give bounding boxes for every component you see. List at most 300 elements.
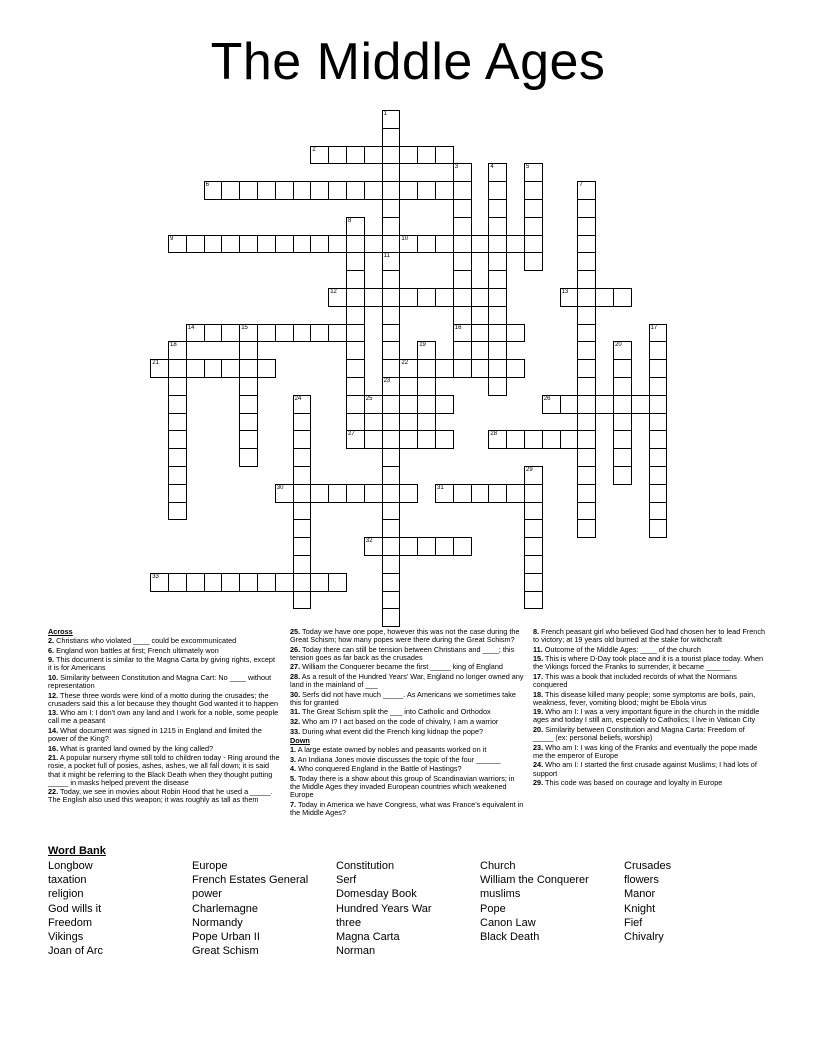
crossword-cell[interactable]	[649, 413, 668, 432]
clue-text: Who am I: I don't own any land and I work for a noble, some people call me a peasant	[48, 708, 279, 726]
crossword-cell[interactable]	[257, 235, 276, 254]
crossword-cell[interactable]	[417, 395, 436, 414]
crossword-cell[interactable]	[506, 324, 525, 343]
crossword-cell[interactable]	[364, 430, 383, 449]
crossword-cell[interactable]	[204, 573, 223, 592]
crossword-cell[interactable]	[435, 430, 454, 449]
crossword-cell[interactable]	[453, 341, 472, 360]
crossword-cell[interactable]	[275, 484, 294, 503]
crossword-cell[interactable]	[382, 413, 401, 432]
crossword-cell[interactable]	[186, 573, 205, 592]
crossword-cell[interactable]	[186, 359, 205, 378]
crossword-cell[interactable]	[488, 270, 507, 289]
crossword-cell[interactable]	[577, 430, 596, 449]
crossword-cell[interactable]	[275, 235, 294, 254]
crossword-cell[interactable]	[221, 181, 240, 200]
crossword-cell[interactable]	[204, 324, 223, 343]
crossword-cell[interactable]	[524, 430, 543, 449]
crossword-cell[interactable]	[239, 359, 258, 378]
crossword-cell[interactable]	[239, 573, 258, 592]
crossword-cell[interactable]	[364, 146, 383, 165]
crossword-cell[interactable]	[435, 484, 454, 503]
crossword-cell[interactable]	[524, 181, 543, 200]
crossword-cell[interactable]	[382, 199, 401, 218]
crossword-cell[interactable]	[328, 288, 347, 307]
crossword-cell[interactable]	[310, 324, 329, 343]
crossword-cell[interactable]	[275, 324, 294, 343]
clue-text: Who am I: I started the first crusade against Muslims; I had lots of support	[533, 760, 757, 778]
crossword-cell[interactable]	[595, 395, 614, 414]
crossword-cell[interactable]	[364, 484, 383, 503]
crossword-cell[interactable]	[168, 502, 187, 521]
crossword-cell[interactable]	[364, 395, 383, 414]
crossword-cell[interactable]	[346, 341, 365, 360]
clue-number: 28.	[290, 671, 301, 681]
crossword-cell[interactable]	[382, 217, 401, 236]
crossword-cell[interactable]	[168, 395, 187, 414]
crossword-cell[interactable]	[168, 573, 187, 592]
clue-number: 22.	[48, 787, 59, 797]
crossword-cell[interactable]	[346, 217, 365, 236]
crossword-cell[interactable]	[524, 466, 543, 485]
crossword-cell[interactable]	[221, 235, 240, 254]
clue-text: This document is similar to the Magna Carta by giving rights, except it is for Americans	[48, 655, 275, 673]
crossword-cell[interactable]	[399, 484, 418, 503]
clue-number: 13	[561, 289, 569, 295]
crossword-cell[interactable]	[649, 359, 668, 378]
crossword-cell[interactable]	[364, 537, 383, 556]
crossword-cell[interactable]	[560, 288, 579, 307]
crossword-cell[interactable]	[649, 484, 668, 503]
crossword-cell[interactable]	[577, 235, 596, 254]
crossword-cell[interactable]	[364, 181, 383, 200]
crossword-cell[interactable]	[328, 484, 347, 503]
crossword-cell[interactable]	[168, 359, 187, 378]
crossword-cell[interactable]	[168, 341, 187, 360]
crossword-cell[interactable]	[382, 537, 401, 556]
crossword-cell[interactable]	[488, 181, 507, 200]
clue-number: 13.	[48, 708, 59, 718]
crossword-cell[interactable]	[346, 413, 365, 432]
crossword-cell[interactable]	[613, 448, 632, 467]
crossword-cell[interactable]	[453, 270, 472, 289]
crossword-cell[interactable]	[293, 591, 312, 610]
crossword-cell[interactable]	[649, 502, 668, 521]
clue-text: What is granted land owned by the king called?	[58, 743, 214, 753]
crossword-cell[interactable]	[382, 484, 401, 503]
crossword-cell[interactable]	[382, 128, 401, 147]
crossword-cell[interactable]	[453, 306, 472, 325]
crossword-cell[interactable]	[382, 591, 401, 610]
clue-number: 23	[383, 378, 391, 384]
crossword-cell[interactable]	[524, 591, 543, 610]
crossword-cell[interactable]	[382, 377, 401, 396]
crossword-cell[interactable]	[346, 484, 365, 503]
crossword-cell[interactable]	[382, 395, 401, 414]
crossword-cell[interactable]	[310, 181, 329, 200]
crossword-cell[interactable]	[542, 430, 561, 449]
crossword-cell[interactable]	[417, 181, 436, 200]
crossword-cell[interactable]	[577, 377, 596, 396]
crossword-cell[interactable]	[649, 448, 668, 467]
crossword-cell[interactable]	[382, 146, 401, 165]
crossword-cell[interactable]	[399, 395, 418, 414]
clue-number: 18.	[533, 689, 544, 699]
crossword-cell[interactable]	[453, 181, 472, 200]
crossword-cell[interactable]	[310, 573, 329, 592]
crossword-cell[interactable]	[649, 341, 668, 360]
crossword-cell[interactable]	[453, 217, 472, 236]
clue-number: 22	[401, 360, 409, 367]
crossword-cell[interactable]	[417, 288, 436, 307]
clue	[48, 709, 280, 725]
crossword-cell[interactable]	[382, 359, 401, 378]
crossword-cell[interactable]	[488, 359, 507, 378]
crossword-cell[interactable]	[168, 377, 187, 396]
crossword-cell[interactable]	[524, 163, 543, 182]
crossword-cell[interactable]	[293, 519, 312, 538]
crossword-cell[interactable]	[275, 181, 294, 200]
crossword-cell[interactable]	[577, 341, 596, 360]
crossword-cell[interactable]	[257, 359, 276, 378]
crossword-cell[interactable]	[399, 288, 418, 307]
crossword-cell[interactable]	[524, 519, 543, 538]
crossword-cell[interactable]	[577, 502, 596, 521]
crossword-cell[interactable]	[293, 466, 312, 485]
crossword-cell[interactable]	[186, 324, 205, 343]
crossword-cell[interactable]	[346, 430, 365, 449]
crossword-cell[interactable]	[453, 359, 472, 378]
crossword-cell[interactable]	[577, 395, 596, 414]
crossword-cell[interactable]	[364, 288, 383, 307]
clue-number: 2.	[48, 636, 55, 646]
crossword-cell[interactable]	[310, 235, 329, 254]
crossword-cell[interactable]	[399, 430, 418, 449]
word-bank-item: Manor	[624, 888, 656, 901]
crossword-cell[interactable]	[293, 324, 312, 343]
crossword-cell[interactable]	[471, 359, 490, 378]
crossword-cell[interactable]	[488, 341, 507, 360]
clue-number: 5	[526, 164, 530, 171]
clue-text: During what event did the French king kidnap the pope?	[300, 726, 484, 736]
crossword-cell[interactable]	[293, 573, 312, 592]
crossword-cell[interactable]	[577, 484, 596, 503]
clues-column-2	[290, 628, 524, 818]
crossword-cell[interactable]	[382, 270, 401, 289]
crossword-cell[interactable]	[577, 270, 596, 289]
crossword-cell[interactable]	[293, 537, 312, 556]
word-bank-item: Great Schism	[192, 945, 259, 958]
crossword-cell[interactable]	[382, 502, 401, 521]
crossword-cell[interactable]	[506, 430, 525, 449]
clue	[48, 674, 280, 690]
crossword-cell[interactable]	[488, 306, 507, 325]
crossword-cell[interactable]	[310, 484, 329, 503]
crossword-cell[interactable]	[435, 395, 454, 414]
crossword-cell[interactable]	[150, 359, 169, 378]
clue-number: 20	[615, 342, 622, 349]
crossword-cell[interactable]	[488, 288, 507, 307]
clue-text: This disease killed many people; some symptoms are boils, pain, weakness, fever, vomiting blood; might be Ebola virus	[533, 689, 756, 707]
crossword-cell[interactable]	[613, 430, 632, 449]
crossword-cell[interactable]	[328, 573, 347, 592]
crossword-cell[interactable]	[649, 377, 668, 396]
crossword-cell[interactable]	[382, 519, 401, 538]
crossword-cell[interactable]	[577, 519, 596, 538]
crossword-cell[interactable]	[577, 359, 596, 378]
crossword-cell[interactable]	[239, 181, 258, 200]
crossword-cell[interactable]	[328, 146, 347, 165]
crossword-cell[interactable]	[435, 359, 454, 378]
crossword-cell[interactable]	[346, 235, 365, 254]
crossword-cell[interactable]	[488, 430, 507, 449]
clue-text: This was a book that included records of what the Normans conquered	[533, 671, 737, 690]
crossword-cell[interactable]	[364, 235, 383, 254]
crossword-cell[interactable]	[488, 217, 507, 236]
crossword-cell[interactable]	[435, 288, 454, 307]
crossword-cell[interactable]	[382, 306, 401, 325]
crossword-cell[interactable]	[382, 448, 401, 467]
crossword-cell[interactable]	[204, 359, 223, 378]
crossword-cell[interactable]	[239, 324, 258, 343]
crossword-cell[interactable]	[168, 484, 187, 503]
crossword-cell[interactable]	[257, 324, 276, 343]
crossword-cell[interactable]	[399, 146, 418, 165]
crossword-cell[interactable]	[577, 288, 596, 307]
crossword-cell[interactable]	[453, 537, 472, 556]
crossword-cell[interactable]	[382, 466, 401, 485]
crossword-cell[interactable]	[577, 252, 596, 271]
crossword-cell[interactable]	[453, 235, 472, 254]
crossword-cell[interactable]	[239, 377, 258, 396]
clue-number: 11	[383, 253, 390, 260]
crossword-cell[interactable]	[204, 235, 223, 254]
crossword-cell[interactable]	[595, 288, 614, 307]
crossword-cell[interactable]	[417, 341, 436, 360]
crossword-cell[interactable]	[346, 252, 365, 271]
clue-number: 24.	[533, 760, 544, 770]
crossword-cell[interactable]	[417, 359, 436, 378]
crossword-cell[interactable]	[649, 466, 668, 485]
crossword-cell[interactable]	[524, 199, 543, 218]
clue-text: A popular nursery rhyme still told to children today - Ring around the rosie, a pocket full of posies, ashes, ashes, we all fall down; it is said that it might be referring to the Black Death when they thought putting _____ in masks helped prevent the disease	[48, 753, 280, 787]
crossword-cell[interactable]	[577, 324, 596, 343]
crossword-cell[interactable]	[417, 413, 436, 432]
crossword-cell[interactable]	[524, 537, 543, 556]
crossword-cell[interactable]	[168, 430, 187, 449]
crossword-cell[interactable]	[524, 217, 543, 236]
crossword-cell[interactable]	[382, 324, 401, 343]
crossword-cell[interactable]	[649, 430, 668, 449]
crossword-cell[interactable]	[577, 466, 596, 485]
crossword-cell[interactable]	[346, 359, 365, 378]
crossword-cell[interactable]	[613, 359, 632, 378]
crossword-cell[interactable]	[524, 252, 543, 271]
crossword-cell[interactable]	[346, 288, 365, 307]
crossword-cell[interactable]	[649, 519, 668, 538]
crossword-cell[interactable]	[471, 324, 490, 343]
crossword-cell[interactable]	[488, 199, 507, 218]
crossword-cell[interactable]	[399, 181, 418, 200]
crossword-cell[interactable]	[168, 448, 187, 467]
crossword-cell[interactable]	[239, 341, 258, 360]
crossword-cell[interactable]	[382, 608, 401, 627]
crossword-cell[interactable]	[275, 573, 294, 592]
crossword-cell[interactable]	[168, 413, 187, 432]
crossword-cell[interactable]	[382, 341, 401, 360]
crossword-cell[interactable]	[293, 413, 312, 432]
crossword-cell[interactable]	[524, 484, 543, 503]
clue-number: 5.	[290, 774, 297, 783]
crossword-cell[interactable]	[293, 448, 312, 467]
crossword-cell[interactable]	[453, 324, 472, 343]
crossword-cell[interactable]	[293, 181, 312, 200]
crossword-cell[interactable]	[577, 217, 596, 236]
crossword-cell[interactable]	[204, 181, 223, 200]
crossword-cell[interactable]	[488, 324, 507, 343]
crossword-cell[interactable]	[293, 430, 312, 449]
crossword-cell[interactable]	[524, 235, 543, 254]
clue-number: 15	[241, 324, 248, 331]
crossword-cell[interactable]	[524, 555, 543, 574]
crossword-cell[interactable]	[293, 484, 312, 503]
word-bank-item: Normandy	[192, 916, 243, 929]
crossword-cell[interactable]	[453, 163, 472, 182]
clue-number: 10.	[48, 672, 59, 682]
crossword-cell[interactable]	[506, 359, 525, 378]
crossword-cell[interactable]	[257, 573, 276, 592]
crossword-cell[interactable]	[613, 413, 632, 432]
crossword-cell[interactable]	[435, 235, 454, 254]
crossword-cell[interactable]	[417, 430, 436, 449]
crossword-cell[interactable]	[239, 430, 258, 449]
crossword-cell[interactable]	[382, 288, 401, 307]
crossword-cell[interactable]	[613, 466, 632, 485]
crossword-cell[interactable]	[346, 146, 365, 165]
crossword-cell[interactable]	[257, 181, 276, 200]
crossword-cell[interactable]	[239, 413, 258, 432]
crossword-cell[interactable]	[649, 324, 668, 343]
crossword-cell[interactable]	[417, 377, 436, 396]
word-bank-item: power	[192, 888, 222, 901]
crossword-cell[interactable]	[417, 146, 436, 165]
crossword-cell[interactable]	[524, 573, 543, 592]
crossword-cell[interactable]	[435, 146, 454, 165]
crossword-cell[interactable]	[613, 288, 632, 307]
crossword-cell[interactable]	[346, 306, 365, 325]
crossword-cell[interactable]	[577, 448, 596, 467]
crossword-cell[interactable]	[221, 573, 240, 592]
crossword-cell[interactable]	[186, 235, 205, 254]
crossword-cell[interactable]	[150, 573, 169, 592]
crossword-cell[interactable]	[613, 341, 632, 360]
crossword-cell[interactable]	[577, 413, 596, 432]
crossword-cell[interactable]	[471, 235, 490, 254]
crossword-cell[interactable]	[560, 430, 579, 449]
crossword-cell[interactable]	[453, 199, 472, 218]
word-bank-item: Church	[480, 860, 516, 872]
crossword-cell[interactable]	[221, 324, 240, 343]
crossword-cell[interactable]	[471, 484, 490, 503]
crossword-cell[interactable]	[346, 270, 365, 289]
clue-text: Today we have one pope, however this was not the case during the Great Schism; how many popes were there during the Great Schism?	[290, 627, 520, 645]
crossword-cell[interactable]	[293, 555, 312, 574]
crossword-cell[interactable]	[328, 235, 347, 254]
crossword-cell[interactable]	[453, 288, 472, 307]
crossword-cell[interactable]	[382, 430, 401, 449]
crossword-cell[interactable]	[453, 484, 472, 503]
crossword-cell[interactable]	[382, 163, 401, 182]
crossword-cell[interactable]	[488, 252, 507, 271]
crossword-cell[interactable]	[399, 235, 418, 254]
crossword-cell[interactable]	[221, 359, 240, 378]
crossword-cell[interactable]	[488, 163, 507, 182]
crossword-cell[interactable]	[488, 377, 507, 396]
clue-text: England won battles at first; French ultimately won	[54, 645, 219, 655]
across-heading: Across	[48, 627, 73, 636]
crossword-cell[interactable]	[239, 395, 258, 414]
crossword-cell[interactable]	[613, 377, 632, 396]
crossword-cell[interactable]	[239, 448, 258, 467]
word-bank-item: William the Conquerer	[480, 874, 589, 887]
crossword-cell[interactable]	[310, 146, 329, 165]
crossword-cell[interactable]	[542, 395, 561, 414]
crossword-cell[interactable]	[382, 110, 401, 129]
crossword-cell[interactable]	[453, 252, 472, 271]
word-bank-item: Black Death	[480, 930, 540, 943]
crossword-cell[interactable]	[417, 537, 436, 556]
crossword-cell[interactable]	[346, 324, 365, 343]
crossword-cell[interactable]	[168, 235, 187, 254]
crossword-cell[interactable]	[506, 484, 525, 503]
crossword-cell[interactable]	[382, 555, 401, 574]
crossword-cell[interactable]	[328, 181, 347, 200]
crossword-cell[interactable]	[399, 537, 418, 556]
crossword-cell[interactable]	[435, 537, 454, 556]
crossword-cell[interactable]	[168, 466, 187, 485]
crossword-cell[interactable]	[382, 573, 401, 592]
clue-number: 33	[152, 573, 159, 580]
crossword-cell[interactable]	[293, 395, 312, 414]
crossword-cell[interactable]	[524, 502, 543, 521]
crossword-cell[interactable]	[435, 181, 454, 200]
crossword-cell[interactable]	[560, 395, 579, 414]
crossword-cell[interactable]	[346, 395, 365, 414]
crossword-cell[interactable]	[631, 395, 650, 414]
crossword-cell[interactable]	[346, 181, 365, 200]
crossword-cell[interactable]	[577, 306, 596, 325]
crossword-cell[interactable]	[577, 181, 596, 200]
crossword-cell[interactable]	[293, 502, 312, 521]
crossword-cell[interactable]	[382, 235, 401, 254]
crossword-cell[interactable]	[382, 181, 401, 200]
crossword-cell[interactable]	[488, 235, 507, 254]
crossword-cell[interactable]	[417, 235, 436, 254]
crossword-cell[interactable]	[399, 359, 418, 378]
crossword-cell[interactable]	[471, 288, 490, 307]
crossword-cell[interactable]	[488, 484, 507, 503]
crossword-cell[interactable]	[293, 235, 312, 254]
crossword-cell[interactable]	[506, 235, 525, 254]
crossword-cell[interactable]	[328, 324, 347, 343]
crossword-cell[interactable]	[577, 199, 596, 218]
crossword-cell[interactable]	[346, 377, 365, 396]
crossword-cell[interactable]	[239, 235, 258, 254]
crossword-cell[interactable]	[649, 395, 668, 414]
crossword-cell[interactable]	[613, 395, 632, 414]
crossword-cell[interactable]	[382, 252, 401, 271]
clue	[290, 628, 524, 644]
